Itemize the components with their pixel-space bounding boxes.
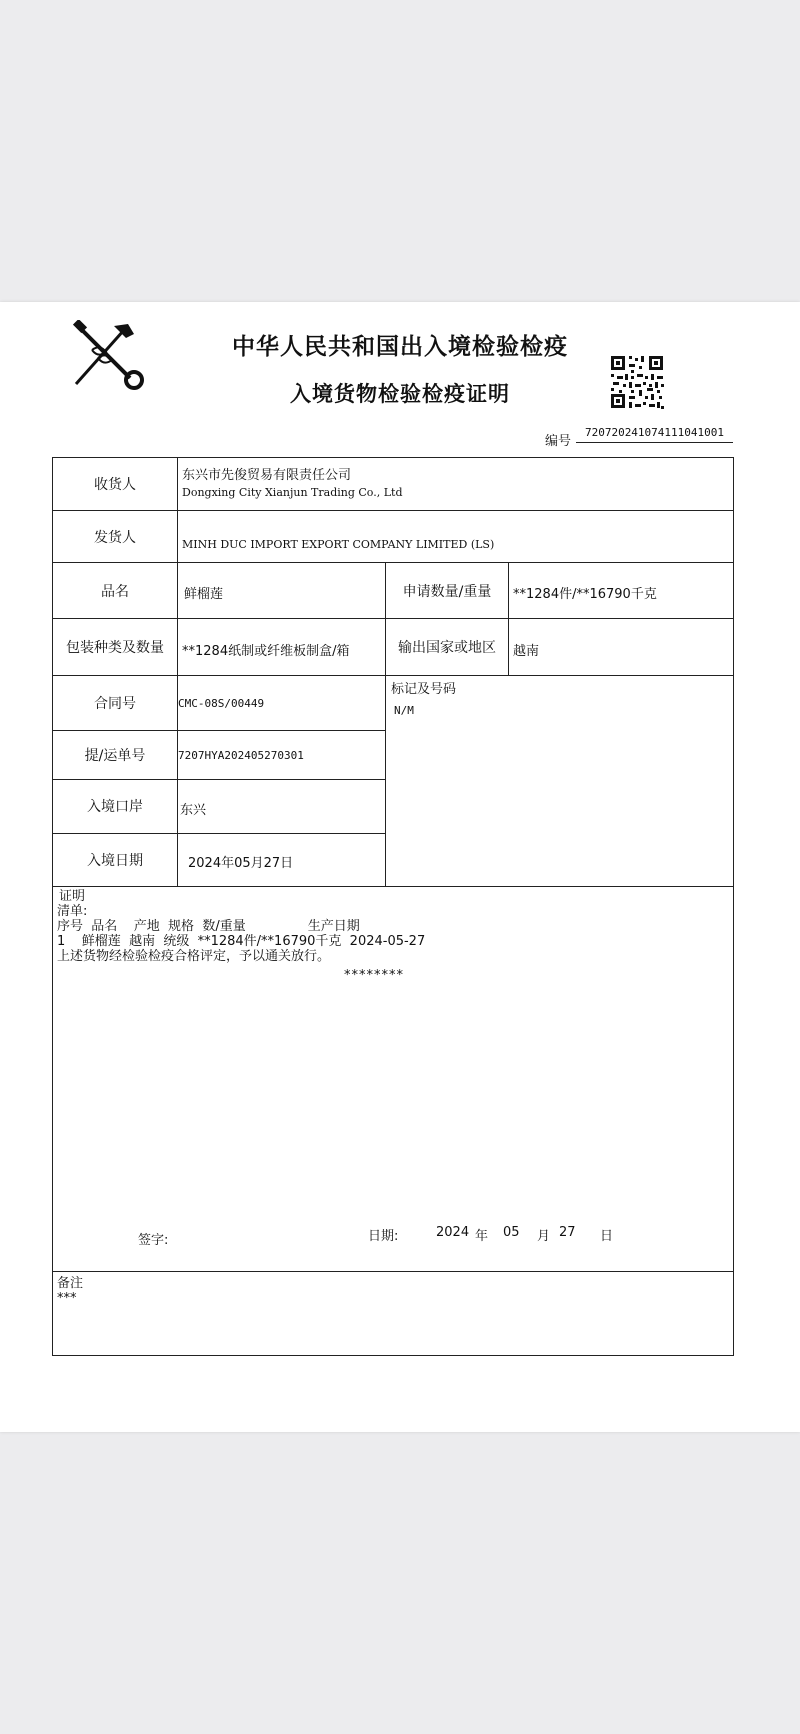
sign-month-unit: 月	[537, 1229, 551, 1244]
consignee-label: 收货人	[94, 477, 136, 493]
document-subtitle: 入境货物检验检疫证明	[290, 382, 510, 406]
list-heading: 清单:	[57, 904, 88, 919]
remarks-label: 备注	[57, 1276, 84, 1291]
sign-month: 05	[503, 1225, 520, 1240]
document-title: 中华人民共和国出入境检验检疫	[232, 334, 568, 360]
signature-label: 签字:	[138, 1233, 169, 1248]
entry-date-value: 2024年05月27日	[188, 856, 294, 871]
list-columns: 序号 品名 产地 规格 数/重量 生产日期	[57, 919, 360, 934]
list-row: 1 鲜榴莲 越南 统级 **1284件/**16790千克 2024-05-27	[57, 934, 426, 949]
consignor-name: MINH DUC IMPORT EXPORT COMPANY LIMITED (LS)	[182, 538, 495, 551]
origin-value: 越南	[513, 644, 540, 659]
sign-year-unit: 年	[475, 1229, 489, 1244]
consignee-name-en: Dongxing City Xianjun Trading Co., Ltd	[182, 486, 403, 499]
certificate-heading: 证明	[59, 889, 86, 904]
entry-date-label: 入境日期	[87, 853, 143, 869]
consignor-label: 发货人	[94, 529, 136, 546]
qr-code-icon	[609, 354, 665, 410]
sign-date-label: 日期:	[368, 1229, 399, 1244]
certificate-stars: ********	[344, 968, 404, 983]
certificate-statement: 上述货物经检验检疫合格评定，予以通关放行。	[57, 949, 331, 964]
bill-of-lading-label: 提/运单号	[84, 747, 146, 764]
serial-number: 720720241074111041001	[576, 426, 733, 443]
sign-day-unit: 日	[600, 1229, 614, 1244]
remarks-block	[52, 1271, 734, 1356]
bill-of-lading-number: 7207HYA202405270301	[178, 749, 304, 762]
sign-year: 2024	[436, 1225, 470, 1240]
contract-number: CMC-08S/00449	[178, 697, 265, 710]
contract-label: 合同号	[94, 695, 136, 712]
certificate-page	[0, 302, 800, 1432]
sign-day: 27	[559, 1225, 576, 1240]
origin-label: 输出国家或地区	[398, 640, 496, 656]
packing-label: 包装种类及数量	[66, 640, 164, 656]
entry-port-label: 入境口岸	[87, 799, 143, 815]
remarks-value: ***	[57, 1291, 77, 1306]
entry-port-value: 东兴	[180, 803, 207, 818]
quantity-value: **1284件/**16790千克	[513, 587, 657, 602]
marks-label: 标记及号码	[391, 682, 457, 697]
quantity-label: 申请数量/重量	[402, 583, 492, 600]
consignee-name-cn: 东兴市先俊贸易有限责任公司	[182, 468, 352, 483]
product-label: 品名	[101, 583, 129, 600]
product-name: 鲜榴莲	[184, 587, 224, 602]
marks-value: N/M	[394, 704, 414, 717]
packing-value: **1284纸制或纤维板制盒/箱	[182, 644, 350, 659]
serial-label: 编号	[545, 434, 572, 449]
